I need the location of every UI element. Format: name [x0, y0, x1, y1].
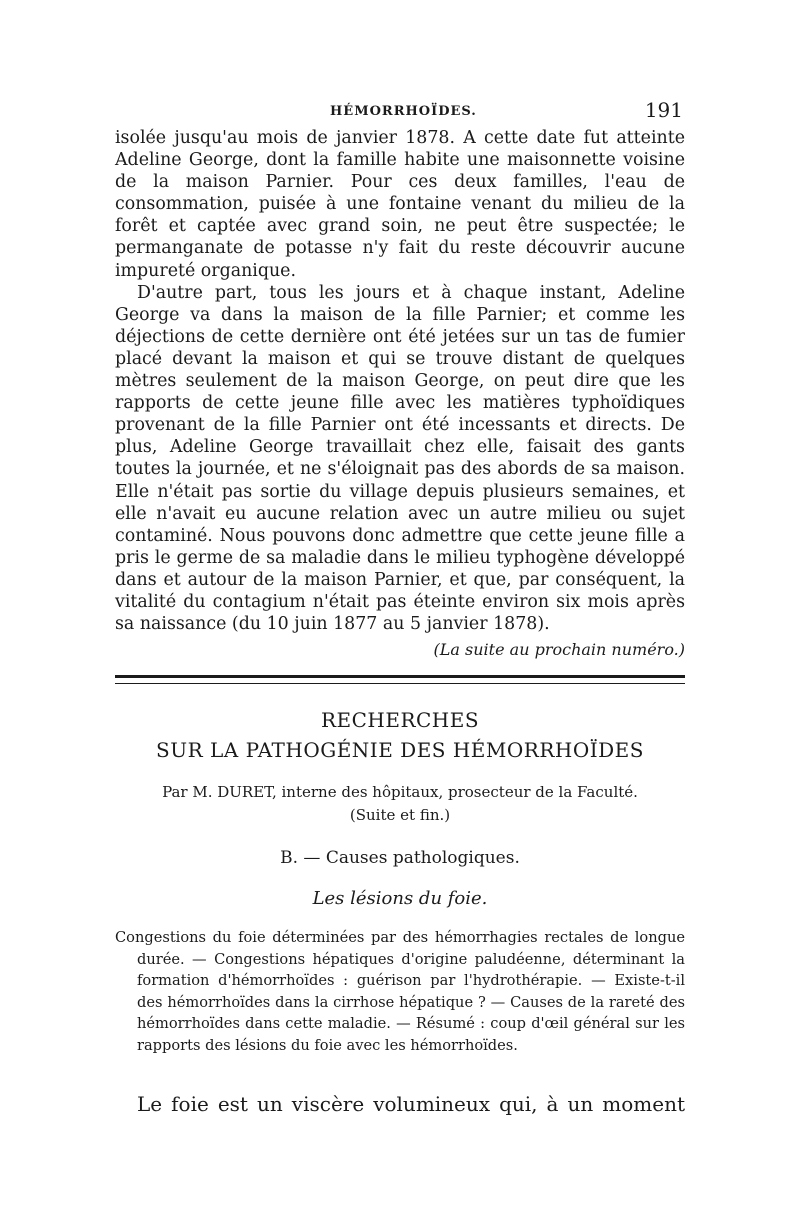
page-number: 191	[644, 98, 683, 122]
suite-note: (Suite et fin.)	[349, 806, 451, 824]
article-title-line-1: RECHERCHES	[320, 708, 480, 732]
paragraph: D'autre part, tous les jours et à chaque instant, Adeline George va dans la maison de la fille Parnier; et comme les déjections de cette dernière ont été jetées sur un tas de fumier placé devant la maison et qui se trouve distant de quelques mètres seulement de la maison George, on peut dire que les rapports de cette jeune fille avec les matières typhoïdiques provenant de la fille Parnier ont été incessants et directs. De plus, Adeline George travaillait chez elle, faisait des gants toutes la journée, et ne s'éloignait pas des abords de sa maison. Elle n'était pas sortie du village depuis plusieurs semaines, et elle n'avait eu aucune relation avec un autre milieu ou sujet contaminé. Nous pouvons donc admettre que cette jeune fille a pris le germe de sa maladie dans le milieu typhogène développé dans et autour de la maison Parnier, et que, par conséquent, la vitalité du contagium n'était pas éteinte environ six mois après sa naissance (du 10 juin 1877 au 5 janvier 1878).	[115, 282, 685, 635]
author-line: Par M. DURET, interne des hôpitaux, prosecteur de la Faculté.	[162, 783, 638, 801]
opening-line: Le foie est un viscère volumineux qui, à un moment	[137, 1092, 685, 1116]
paragraph: isolée jusqu'au mois de janvier 1878. A cette date fut atteinte Adeline George, dont la famille habite une maisonnette voisine de la maison Parnier. Pour ces deux familles, l'eau de consommation, puisée à une fontaine venant du milieu de la forêt et captée avec grand soin, ne peut être suspectée; le permanganate de potasse n'y fait du reste découvrir aucune impureté organique.	[115, 128, 685, 281]
article-title-line-2: SUR LA PATHOGÉNIE DES HÉMORRHOÏDES	[156, 738, 644, 762]
divider-rule	[115, 675, 685, 678]
running-head	[115, 98, 685, 126]
continuation-note: (La suite au prochain numéro.)	[433, 640, 685, 659]
subsection-heading: Les lésions du foie.	[312, 888, 488, 909]
body-text	[115, 127, 685, 635]
section-summary: Congestions du foie déterminées par des hémorrhagies rectales de longue durée. — Congestions hépatiques d'origine paludéenne, déterminant la formation d'hémorrhoïdes : guérison par l'hydrothérapie. — Existe-t-il des hémorrhoïdes dans la cirrhose hépatique ? — Causes de la rareté des hémorrhoïdes dans cette maladie. — Résumé : coup d'œil général sur les rapports des lésions du foie avec les hémorrhoïdes.	[115, 929, 685, 1054]
section-heading: B. — Causes pathologiques.	[280, 848, 520, 868]
divider-rule-thin	[115, 683, 685, 684]
running-title: HÉMORRHOÏDES.	[330, 104, 477, 119]
